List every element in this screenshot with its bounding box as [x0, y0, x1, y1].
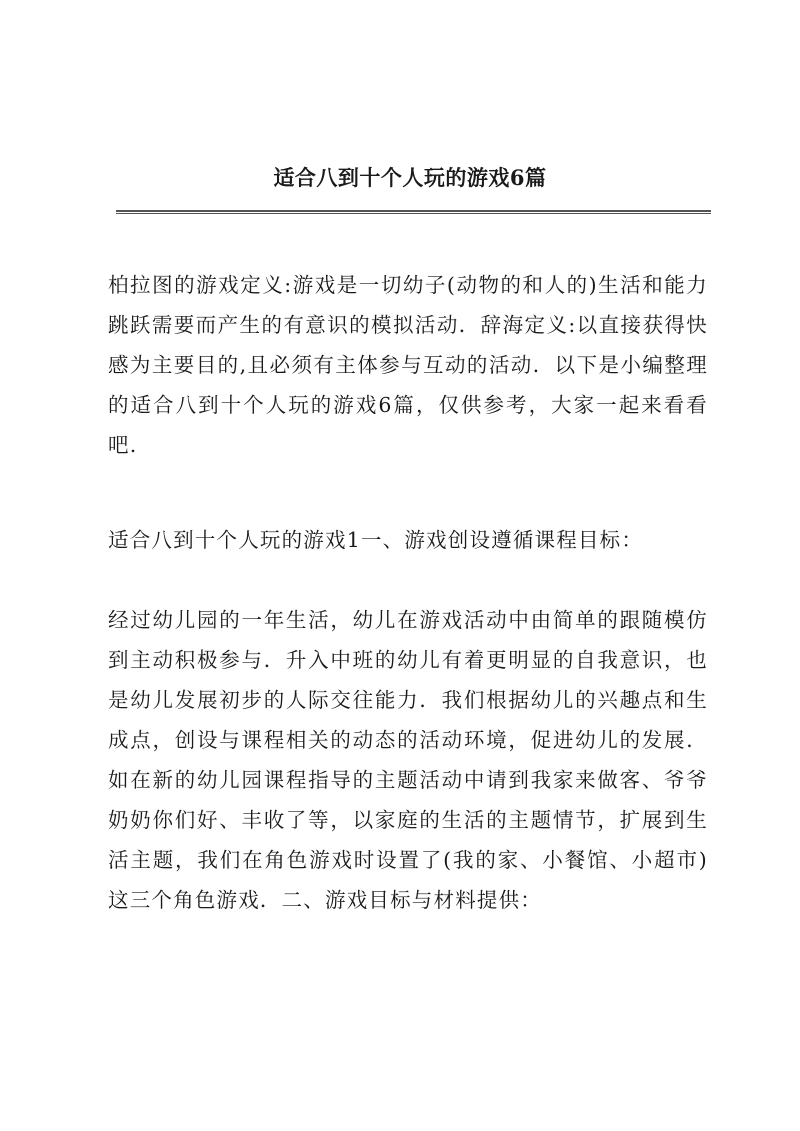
document-title: 适合八到十个人玩的游戏6篇	[273, 165, 547, 190]
body-paragraph: 经过幼儿园的一年生活，幼儿在游戏活动中由简单的跟随模仿到主动积极参与．升入中班的幼儿有着更明显的自我意识，也是幼儿发展初步的人际交往能力．我们根据幼儿的兴趣点和生成点，创设与课程相关的动态的活动环境，促进幼儿的发展．如在新的幼儿园课程指导的主题活动中请到我家来做客、爷爷奶奶你们好、丰收了等，以家庭的生活的主题情节，扩展到生活主题，我们在角色游戏时设置了(我的家、小餐馆、小超市)这三个角色游戏．二、游戏目标与材料提供：	[108, 608, 708, 912]
intro-paragraph: 柏拉图的游戏定义:游戏是一切幼子(动物的和人的)生活和能力跳跃需要而产生的有意识的模拟活动．辞海定义:以直接获得快感为主要目的,且必须有主体参与互动的活动．以下是小编整理的适合八到十个人玩的游戏6篇，仅供参考，大家一起来看看吧.	[108, 273, 708, 457]
section-heading-paragraph: 适合八到十个人玩的游戏1一、游戏创设遵循课程目标：	[108, 528, 644, 552]
title-divider	[116, 210, 711, 214]
